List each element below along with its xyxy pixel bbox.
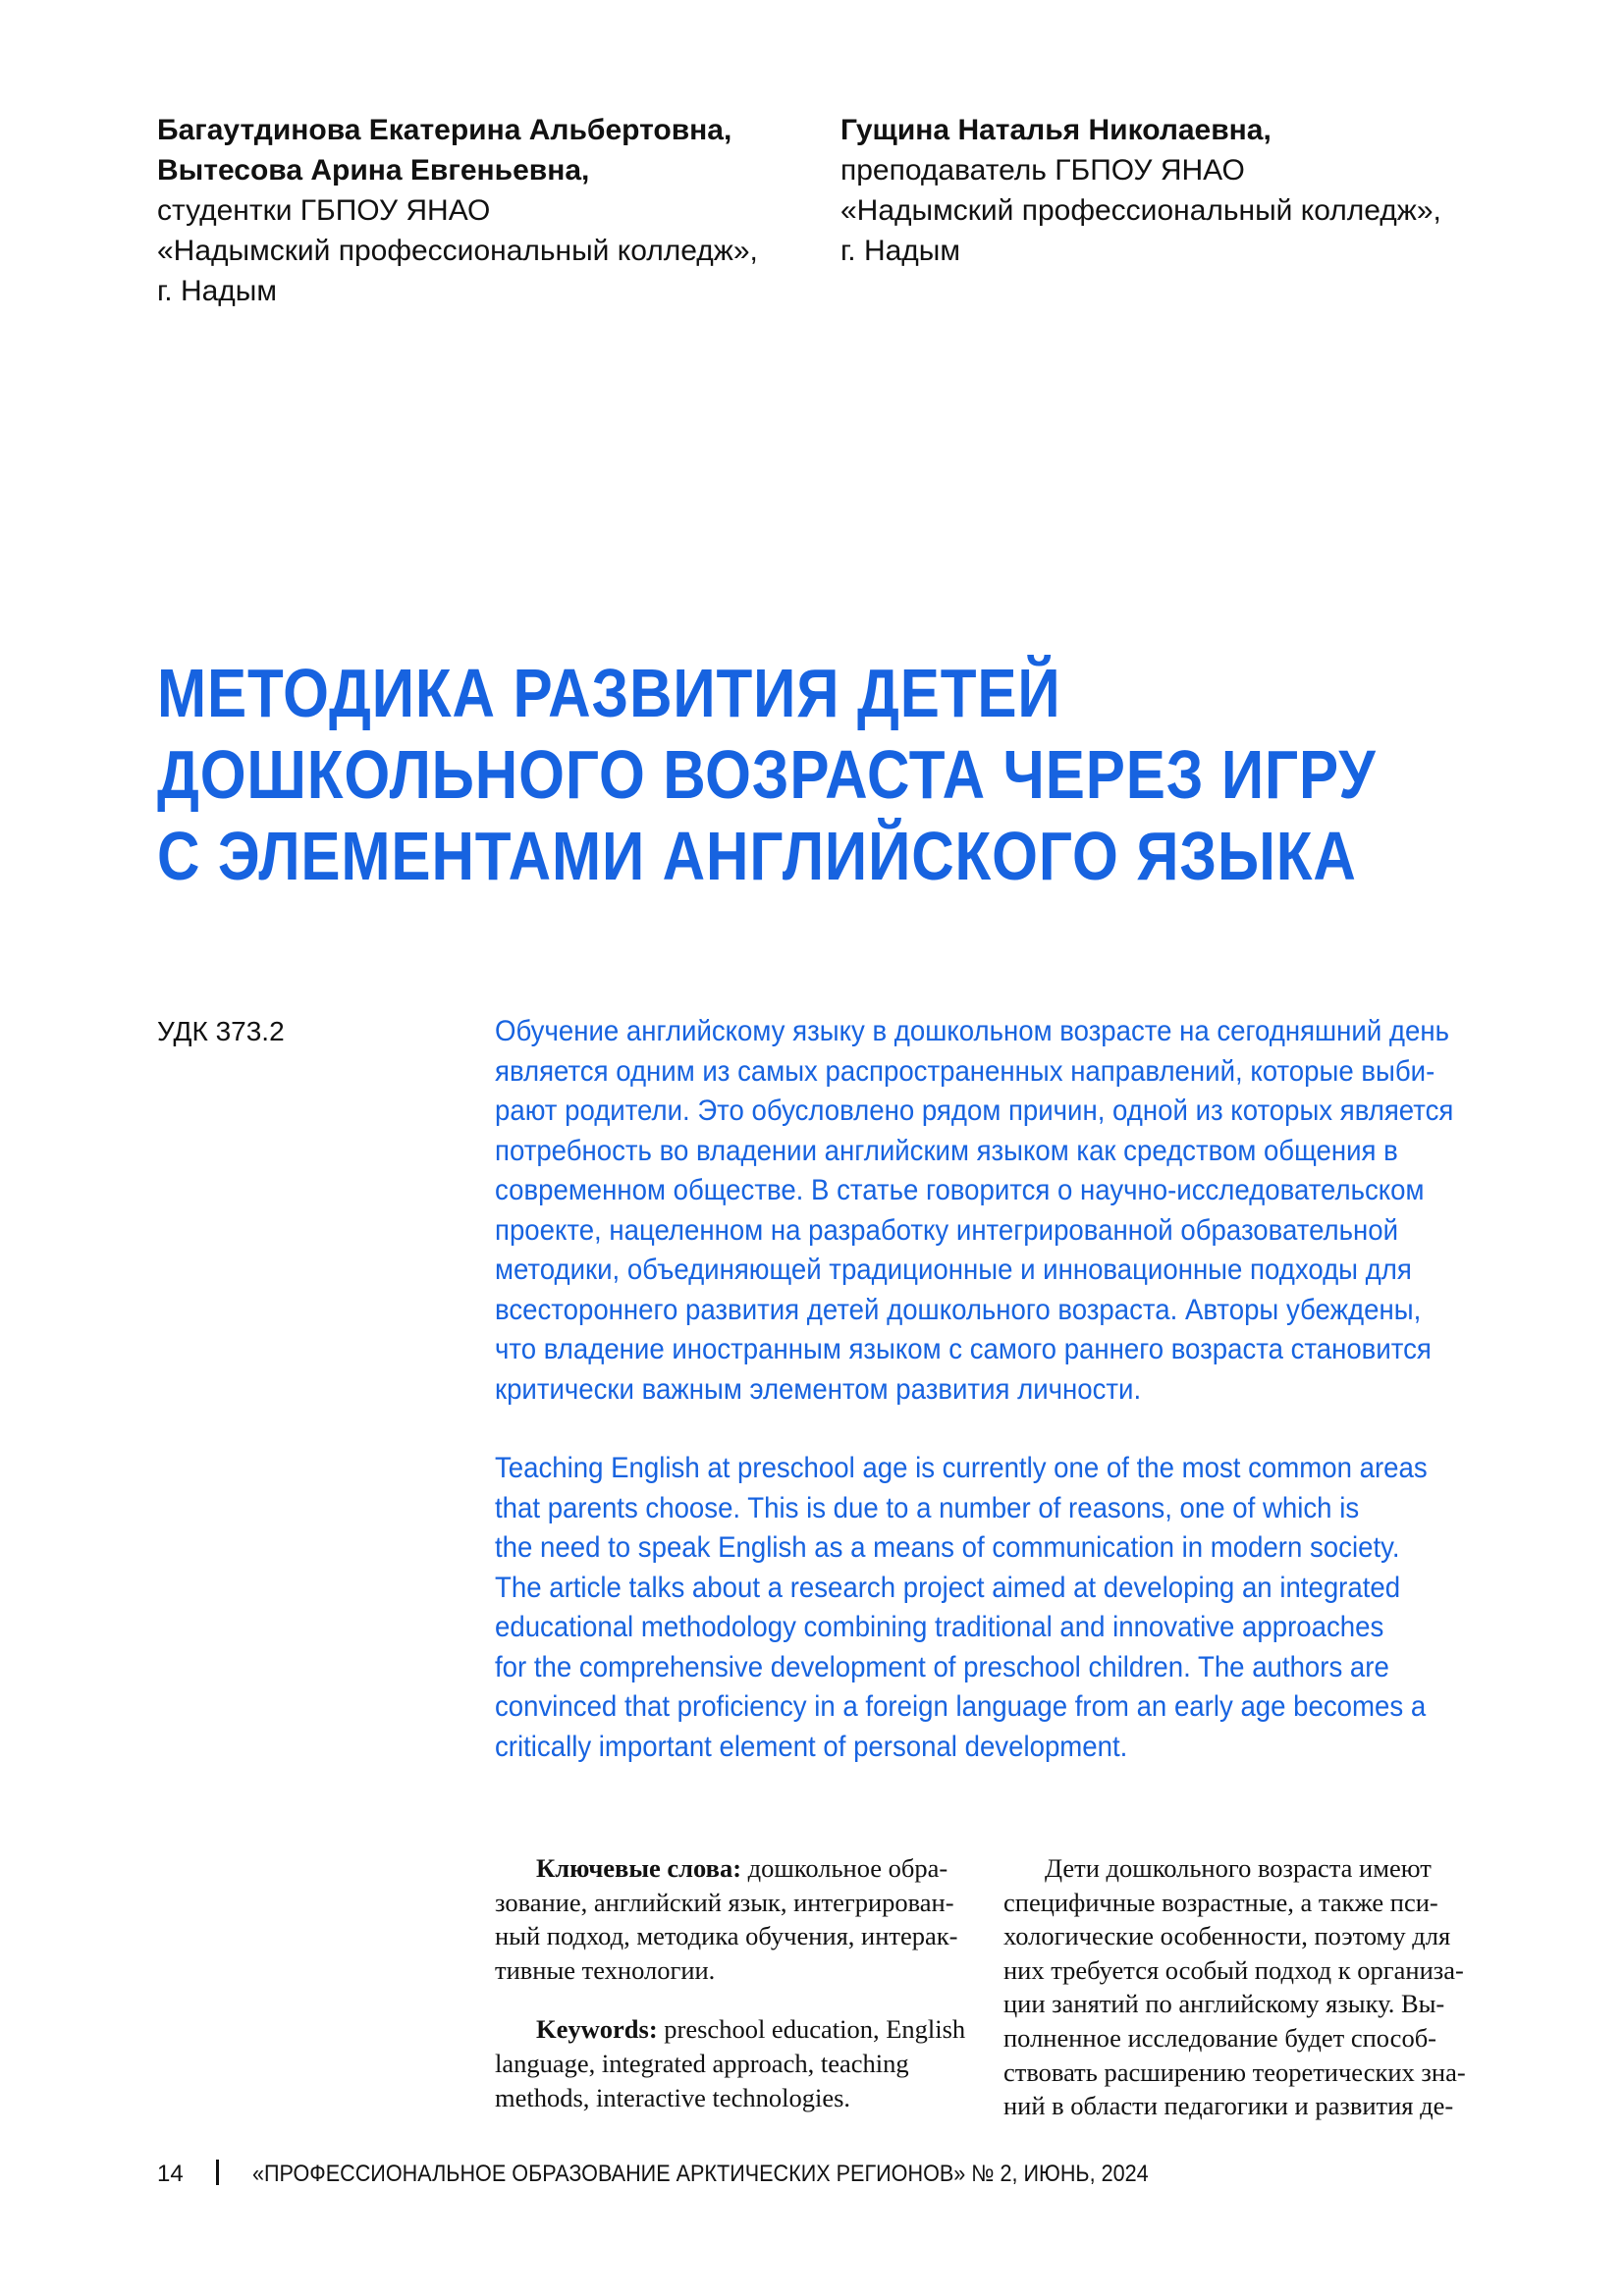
abstract-line: современном обществе. В статье говорится о научно-исследовательском	[495, 1174, 1425, 1206]
keywords-line: ный подход, методика обучения, интерак-	[495, 1921, 958, 1951]
author-city: г. Надым	[157, 275, 277, 307]
body-line: ции занятий по английскому языку. Вы-	[1003, 1989, 1445, 2019]
abstract-line: что владение иностранным языком с самого раннего возраста становится	[495, 1333, 1432, 1365]
keywords-english	[495, 2012, 972, 2114]
keywords-text: дошкольное обра-	[741, 1853, 948, 1883]
abstract-line: является одним из самых распространенных направлений, которые выби-	[495, 1054, 1435, 1088]
body-line: специфичные возрастные, а также пси-	[1003, 1887, 1438, 1917]
page-footer	[157, 2159, 1248, 2190]
keywords-line: тивные технологии.	[495, 1954, 716, 1985]
author-organization: «Надымский профессиональный колледж»,	[157, 235, 758, 267]
keywords-line: language, integrated approach, teaching	[495, 2048, 909, 2078]
article-title	[157, 653, 1377, 897]
abstract-line: the need to speak English as a means of communication in modern society.	[495, 1531, 1400, 1564]
abstract-line: Обучение английскому языку в дошкольном возрасте на сегодняшний день	[495, 1015, 1449, 1047]
keywords-text: preschool education, English	[657, 2014, 966, 2045]
abstract-russian	[495, 1012, 1487, 1410]
keywords-line: methods, interactive technologies.	[495, 2082, 851, 2112]
author-name: Багаутдинова Екатерина Альбертовна,	[157, 114, 732, 146]
abstract-line: рают родители. Это обусловлено рядом причин, одной из которых является	[495, 1095, 1454, 1127]
keywords-first-line	[495, 2012, 972, 2047]
abstract-line: that parents choose. This is due to a number of reasons, one of which is	[495, 1491, 1360, 1524]
abstract-line: потребность во владении английским языком как средством общения в	[495, 1134, 1398, 1167]
body-line: них требуется особый подход к организа-	[1003, 1954, 1464, 1985]
body-line: хологические особенности, поэтому для	[1003, 1921, 1451, 1951]
author-name: Вытесова Арина Евгеньевна,	[157, 154, 590, 187]
keywords-line: зование, английский язык, интегрирован-	[495, 1887, 954, 1917]
author-organization: «Надымский профессиональный колледж»,	[840, 194, 1441, 227]
author-city: г. Надым	[840, 235, 960, 267]
keywords-russian	[495, 1851, 972, 1987]
author-name: Гущина Наталья Николаевна,	[840, 114, 1272, 146]
abstract-line: The article talks about a research project aimed at developing an integrated	[495, 1571, 1401, 1604]
page-number: 14	[157, 2161, 184, 2187]
udc-code: УДК 373.2	[157, 1016, 285, 1046]
body-line: полненное исследование будет способ-	[1003, 2022, 1437, 2053]
abstract-line: критически важным элементом развития личности.	[495, 1372, 1142, 1406]
author-role: преподаватель ГБПОУ ЯНАО	[840, 154, 1245, 187]
abstract-line: всестороннего развития детей дошкольного возраста. Авторы убеждены,	[495, 1293, 1422, 1326]
body-line: Дети дошкольного возраста имеют	[1045, 1853, 1432, 1883]
keywords-label: Ключевые слова:	[536, 1853, 742, 1883]
journal-name: «ПРОФЕССИОНАЛЬНОЕ ОБРАЗОВАНИЕ АРКТИЧЕСКИХ РЕГИОНОВ» № 2, ИЮНЬ, 2024	[252, 2161, 1149, 2187]
keywords-label: Keywords:	[536, 2014, 658, 2045]
title-line: МЕТОДИКА РАЗВИТИЯ ДЕТЕЙ	[157, 655, 1061, 731]
keywords-column	[495, 1851, 972, 2114]
body-text-column	[1003, 1851, 1485, 2123]
author-block-students	[157, 110, 766, 311]
title-line: С ЭЛЕМЕНТАМИ АНГЛИЙСКОГО ЯЗЫКА	[157, 818, 1357, 894]
author-block-teacher	[840, 110, 1469, 271]
keywords-first-line	[495, 1851, 972, 1886]
footer-divider	[216, 2160, 219, 2185]
abstract-line: проекте, нацеленном на разработку интегрированной образовательной	[495, 1213, 1398, 1247]
author-role: студентки ГБПОУ ЯНАО	[157, 194, 491, 227]
body-line: ний в области педагогики и развития де-	[1003, 2091, 1454, 2121]
abstract-line: for the comprehensive development of preschool children. The authors are	[495, 1650, 1389, 1683]
abstract-line: critically important element of personal development.	[495, 1730, 1128, 1763]
body-line: ствовать расширению теоретических зна-	[1003, 2056, 1466, 2087]
abstract-line: educational methodology combining traditional and innovative approaches	[495, 1611, 1384, 1643]
title-line: ДОШКОЛЬНОГО ВОЗРАСТА ЧЕРЕЗ ИГРУ	[157, 736, 1377, 813]
abstract-line: convinced that proficiency in a foreign language from an early age becomes a	[495, 1690, 1427, 1723]
abstract-english	[495, 1449, 1487, 1767]
abstract-line: Teaching English at preschool age is currently one of the most common areas	[495, 1452, 1428, 1484]
abstract-line: методики, объединяющей традиционные и инновационные подходы для	[495, 1254, 1412, 1286]
